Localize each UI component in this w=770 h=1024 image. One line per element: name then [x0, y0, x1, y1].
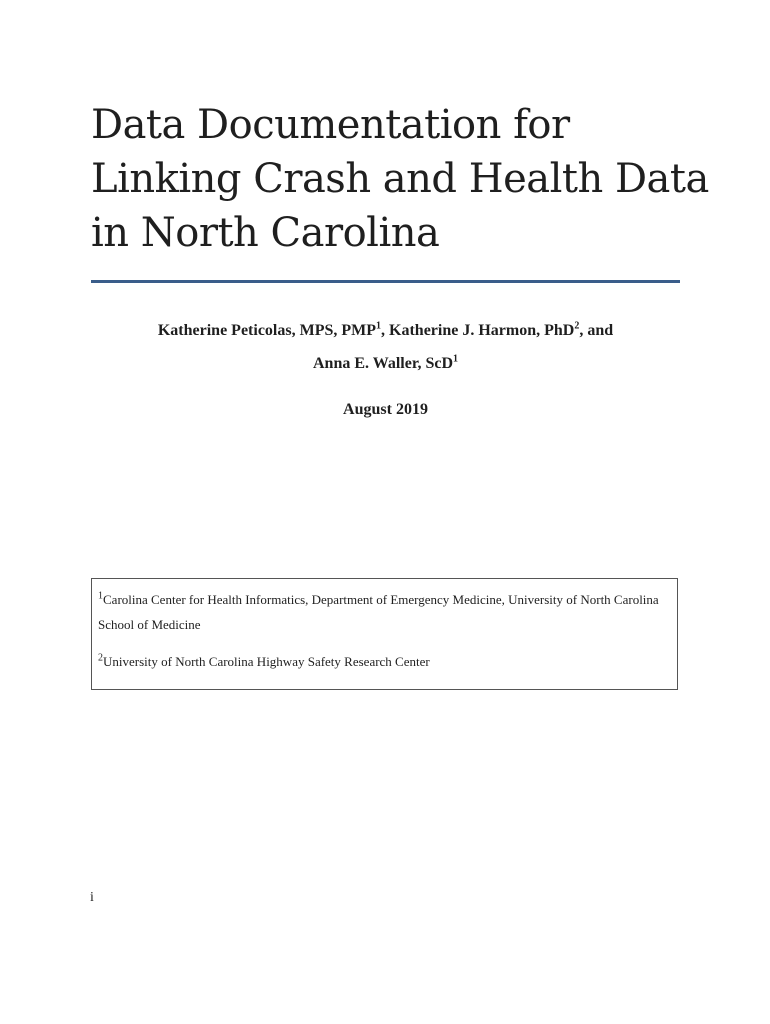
affiliation-marker: 1 [98, 590, 103, 602]
affiliation-text: Carolina Center for Health Informatics, Department of Emergency Medicine, University of North Carolina School of Medicine [98, 592, 659, 632]
title-line-2: Linking Crash and Health Data [91, 156, 709, 202]
affiliations-box [91, 578, 678, 690]
affiliation-2 [98, 649, 671, 674]
author-text: Anna E. Waller, ScD [312, 355, 454, 372]
publication-date: August 2019 [343, 401, 428, 418]
title-line-1: Data Documentation for [91, 102, 570, 148]
title-divider [91, 280, 680, 283]
affiliation-marker: 2 [574, 320, 580, 332]
page-number: i [90, 890, 94, 905]
author-text: , Katherine J. Harmon, PhD [381, 322, 575, 339]
author-line-2 [91, 347, 680, 380]
affiliation-marker: 2 [98, 652, 103, 664]
affiliation-marker: 1 [453, 353, 459, 365]
author-text: Katherine Peticolas, MPS, PMP [157, 322, 377, 339]
title-line-3: in North Carolina [91, 210, 440, 256]
author-line-1 [91, 314, 680, 347]
affiliation-1 [98, 587, 671, 637]
affiliation-marker: 1 [376, 320, 382, 332]
author-text: , and [579, 322, 614, 339]
affiliation-text: University of North Carolina Highway Safety Research Center [103, 654, 430, 669]
author-list [91, 314, 680, 380]
document-title [91, 98, 709, 260]
